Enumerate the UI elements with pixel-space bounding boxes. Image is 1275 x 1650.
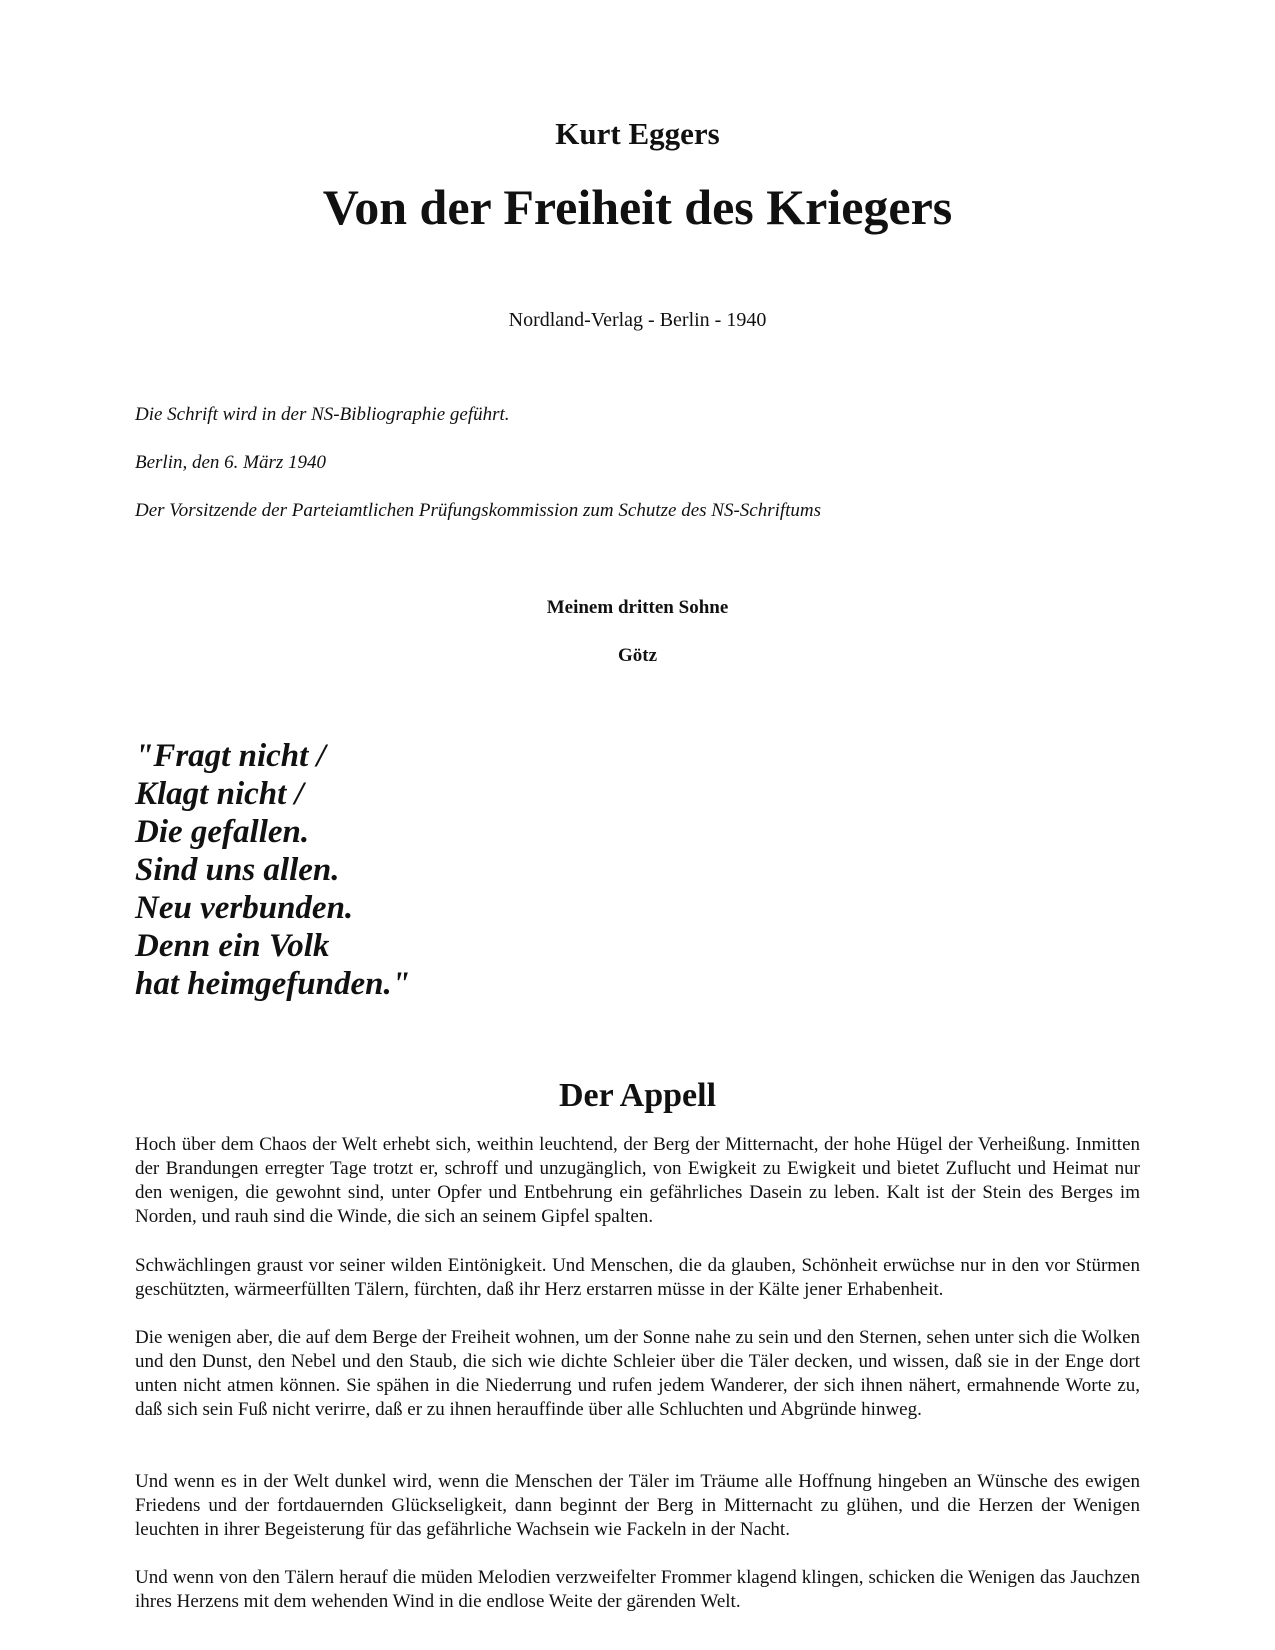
paragraph: Hoch über dem Chaos der Welt erhebt sich, weithin leuchtend, der Berg der Mitternacht, der hohe Hügel der Verheißung. Inmitten der Brandungen erregter Tage trotzt er, schroff und unzugänglich, von Ewigkeit zu Ewigkeit und bietet Zuflucht und Heimat nur den wenigen, die gewohnt sind, unter Opfer und Entbehrung ein gefährliches Dasein zu leben. Kalt ist der Stein des Berges im Norden, und rauh sind die Winde, die sich an seinem Gipfel spalten. xyxy=(135,1134,1140,1227)
author-name: Kurt Eggers xyxy=(555,116,720,151)
poem-line: Neu verbunden. xyxy=(135,890,354,926)
paragraph: Schwächlingen graust vor seiner wilden Eintönigkeit. Und Menschen, die da glauben, Schönheit erwüchse nur in den vor Stürmen geschützten, wärmeerfüllten Tälern, fürchten, daß ihr Herz erstarren müsse in der Kälte jener Erhabenheit. xyxy=(135,1255,1140,1300)
book-title: Von der Freiheit des Kriegers xyxy=(322,179,953,235)
dedication-line: Meinem dritten Sohne xyxy=(546,597,729,618)
dedication-name: Götz xyxy=(617,645,658,666)
date-line: Berlin, den 6. März 1940 xyxy=(135,452,327,473)
bibliography-note: Die Schrift wird in der NS-Bibliographie geführt. xyxy=(135,404,510,425)
paragraph: Und wenn es in der Welt dunkel wird, wenn die Menschen der Täler im Träume alle Hoffnung hingeben an Wünsche des ewigen Friedens und der fortdauernden Glückseligkeit, dann beginnt der Berg in Mitternacht zu glühen, und die Herzen der Wenigen leuchten in ihrer Begeisterung für das gefährliche Wachsein wie Fackeln in der Nacht. xyxy=(135,1471,1140,1540)
paragraph: Die wenigen aber, die auf dem Berge der Freiheit wohnen, um der Sonne nahe zu sein und den Sternen, sehen unter sich die Wolken und den Dunst, den Nebel und den Staub, die sich wie dichte Schleier über die Täler decken, und wissen, daß sie in der Enge dort unten nicht atmen können. Sie spähen in die Niederrung und rufen jedem Wanderer, der sich ihnen nähert, ermahnende Worte zu, daß sich sein Fuß nicht verirre, daß er zu ihnen herauffinde über alle Schluchten und Abgründe hinweg. xyxy=(135,1327,1140,1420)
publisher-line: Nordland-Verlag - Berlin - 1940 xyxy=(508,309,767,331)
poem-line: Klagt nicht / xyxy=(135,776,304,812)
poem-line: Sind uns allen. xyxy=(135,852,340,888)
paragraph: Und wenn von den Tälern herauf die müden Melodien verzweifelter Frommer klagend klingen, schicken die Wenigen das Jauchzen ihres Herzens mit dem wehenden Wind in die endlose Weite der gärenden Welt. xyxy=(135,1567,1140,1612)
poem-line: "Fragt nicht / xyxy=(135,738,326,774)
commission-line: Der Vorsitzende der Parteiamtlichen Prüfungskommission zum Schutze des NS-Schriftums xyxy=(135,500,822,521)
epigraph-poem xyxy=(135,737,410,1003)
poem-line: Die gefallen. xyxy=(135,814,310,850)
poem-line: Denn ein Volk xyxy=(135,928,330,964)
poem-line: hat heimgefunden." xyxy=(135,966,411,1002)
section-heading: Der Appell xyxy=(558,1077,717,1114)
